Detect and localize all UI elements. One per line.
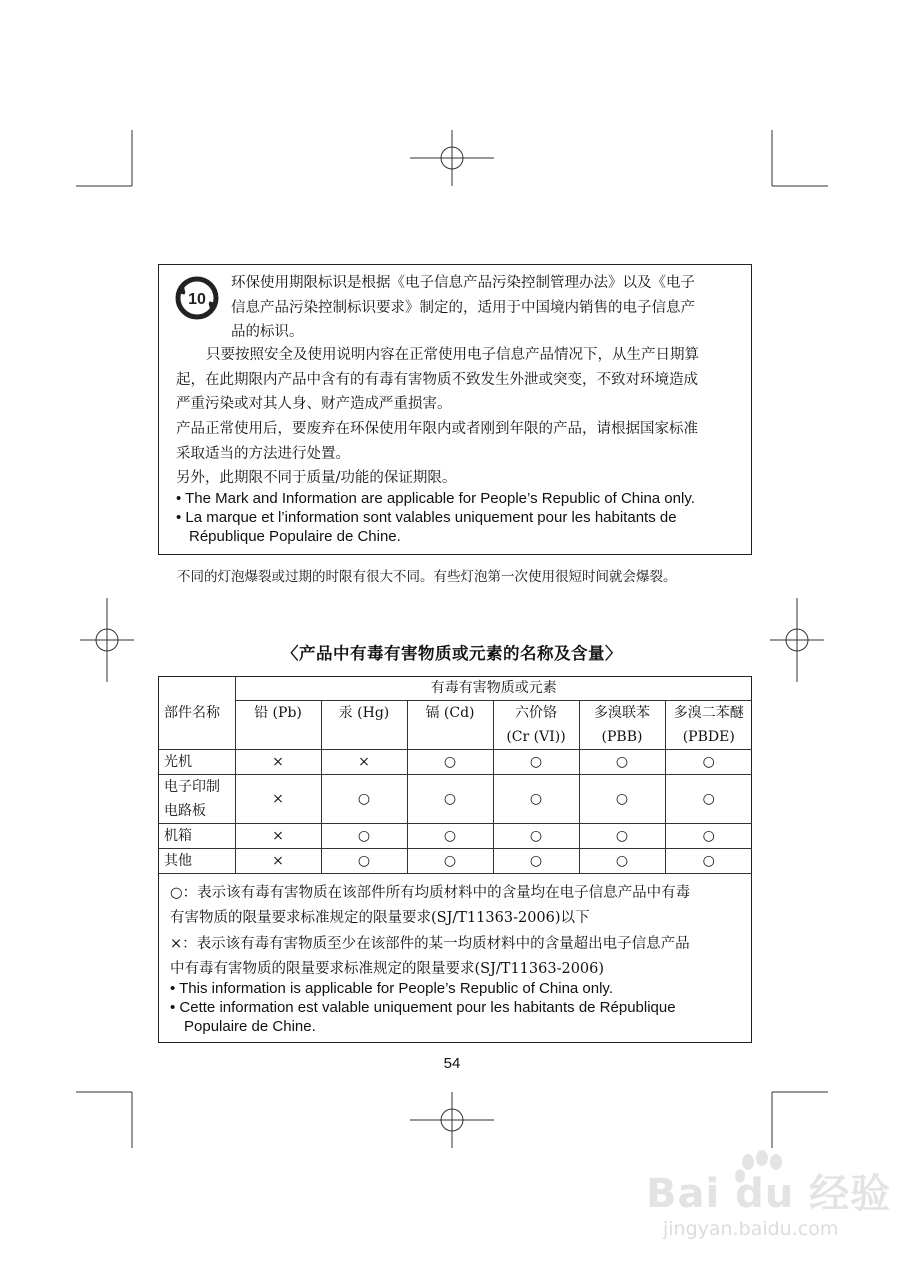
notice-p1-line: 环保使用期限标识是根据《电子信息产品污染控制管理办法》以及《电子: [231, 275, 695, 291]
mark-cell: ○: [321, 849, 407, 874]
watermark-url: jingyan.baidu.com: [663, 1218, 839, 1240]
legend-cross-line: 中有毒有害物质的限量要求标准规定的限量要求(SJ/T11363-2006): [170, 960, 605, 977]
mark-cell: ×: [235, 849, 321, 874]
notice-p3-line: 采取适当的方法进行处置。: [176, 445, 350, 462]
table-row: [158, 849, 752, 874]
column-header: 铅 (Pb): [235, 701, 321, 750]
mark-cell: ○: [665, 775, 752, 824]
mark-cell: ○: [493, 849, 579, 874]
notice-paragraph-2: [176, 343, 699, 417]
notice-p3-line: 产品正常使用后，要废弃在环保使用年限内或者刚到年限的产品，请根据国家标准: [176, 421, 698, 437]
mark-cell: ×: [321, 750, 407, 775]
mark-cell: ○: [665, 824, 752, 849]
notice-p1-line: 信息产品污染控制标识要求》制定的，适用于中国境内销售的电子信息产: [231, 299, 695, 316]
substance-group-header: 有毒有害物质或元素: [235, 676, 752, 701]
notice-paragraph-1: [231, 271, 695, 345]
notice-paragraph-4: 另外，此期限不同于质量/功能的保证期限。: [176, 470, 457, 486]
notice-p1-line: 品的标识。: [231, 324, 304, 340]
eco-period-10-icon: [174, 275, 220, 321]
mark-cell: ○: [407, 775, 493, 824]
column-header: 六价铬 (Cr (VI)): [493, 701, 579, 750]
mark-cell: ○: [579, 849, 665, 874]
table-row: [158, 750, 752, 775]
bulb-note: 不同的灯泡爆裂或过期的时限有很大不同。有些灯泡第一次使用很短时间就会爆裂。: [177, 569, 677, 585]
mark-cell: ○: [579, 750, 665, 775]
substance-table: [158, 676, 752, 874]
eco-logo-number: 10: [188, 291, 206, 308]
mark-cell: ○: [407, 824, 493, 849]
table-en-bullet: • This information is applicable for People’s Republic of China only.: [170, 980, 613, 997]
notice-p2-line: 起，在此期限内产品中含有的有毒有害物质不致发生外泄或突变，不致对环境造成: [176, 371, 698, 388]
mark-cell: ○: [493, 775, 579, 824]
legend-cross: [170, 932, 690, 981]
part-name: 机箱: [158, 824, 235, 849]
table-fr-bullet: • Cette information est valable uniquement pour les habitants de République: [170, 999, 676, 1016]
notice-p2-line: 只要按照安全及使用说明内容在正常使用电子信息产品情况下，从生产日期算: [206, 347, 699, 363]
mark-cell: ○: [321, 775, 407, 824]
part-name: 其他: [158, 849, 235, 874]
mark-cell: ○: [493, 824, 579, 849]
page-number: 54: [443, 1055, 461, 1072]
mark-cell: ○: [579, 824, 665, 849]
mark-cell: ○: [407, 849, 493, 874]
column-header: 镉 (Cd): [407, 701, 493, 750]
mark-cell: ○: [665, 849, 752, 874]
part-name: 光机: [158, 750, 235, 775]
part-name-header: 部件名称: [158, 676, 235, 750]
mark-cell: ○: [321, 824, 407, 849]
mark-cell: ○: [665, 750, 752, 775]
legend-cross-line: ×：表示该有毒有害物质至少在该部件的某一均质材料中的含量超出电子信息产品: [170, 936, 690, 952]
notice-fr-bullet-cont: République Populaire de Chine.: [189, 528, 401, 545]
notice-p2-line: 严重污染或对其人身、财产造成严重损害。: [176, 396, 452, 412]
table-row: [158, 824, 752, 849]
notice-fr-bullet: • La marque et l’information sont valables uniquement pour les habitants de: [176, 509, 677, 526]
legend-circle-line: ○：表示该有毒有害物质在该部件所有均质材料中的含量均在电子信息产品中有毒: [170, 885, 691, 901]
part-name: 电子印制 电路板: [158, 775, 235, 824]
mark-cell: ×: [235, 750, 321, 775]
mark-cell: ○: [407, 750, 493, 775]
table-fr-bullet-cont: Populaire de Chine.: [184, 1018, 316, 1035]
watermark-brand: Bai du 经验: [646, 1171, 892, 1217]
legend-circle-line: 有害物质的限量要求标准规定的限量要求(SJ/T11363-2006)以下: [170, 909, 590, 926]
notice-paragraph-3: [176, 417, 698, 466]
column-header: 多溴联苯 (PBB): [579, 701, 665, 750]
legend-circle: [170, 881, 690, 930]
column-header: 汞 (Hg): [321, 701, 407, 750]
table-row: [158, 775, 752, 824]
column-header: 多溴二苯醚 (PBDE): [665, 701, 752, 750]
mark-cell: ×: [235, 824, 321, 849]
notice-en-bullet: • The Mark and Information are applicable for People’s Republic of China only.: [176, 490, 695, 507]
mark-cell: ×: [235, 775, 321, 824]
table-title: 〈产品中有毒有害物质或元素的名称及含量〉: [282, 644, 622, 663]
mark-cell: ○: [579, 775, 665, 824]
mark-cell: ○: [493, 750, 579, 775]
